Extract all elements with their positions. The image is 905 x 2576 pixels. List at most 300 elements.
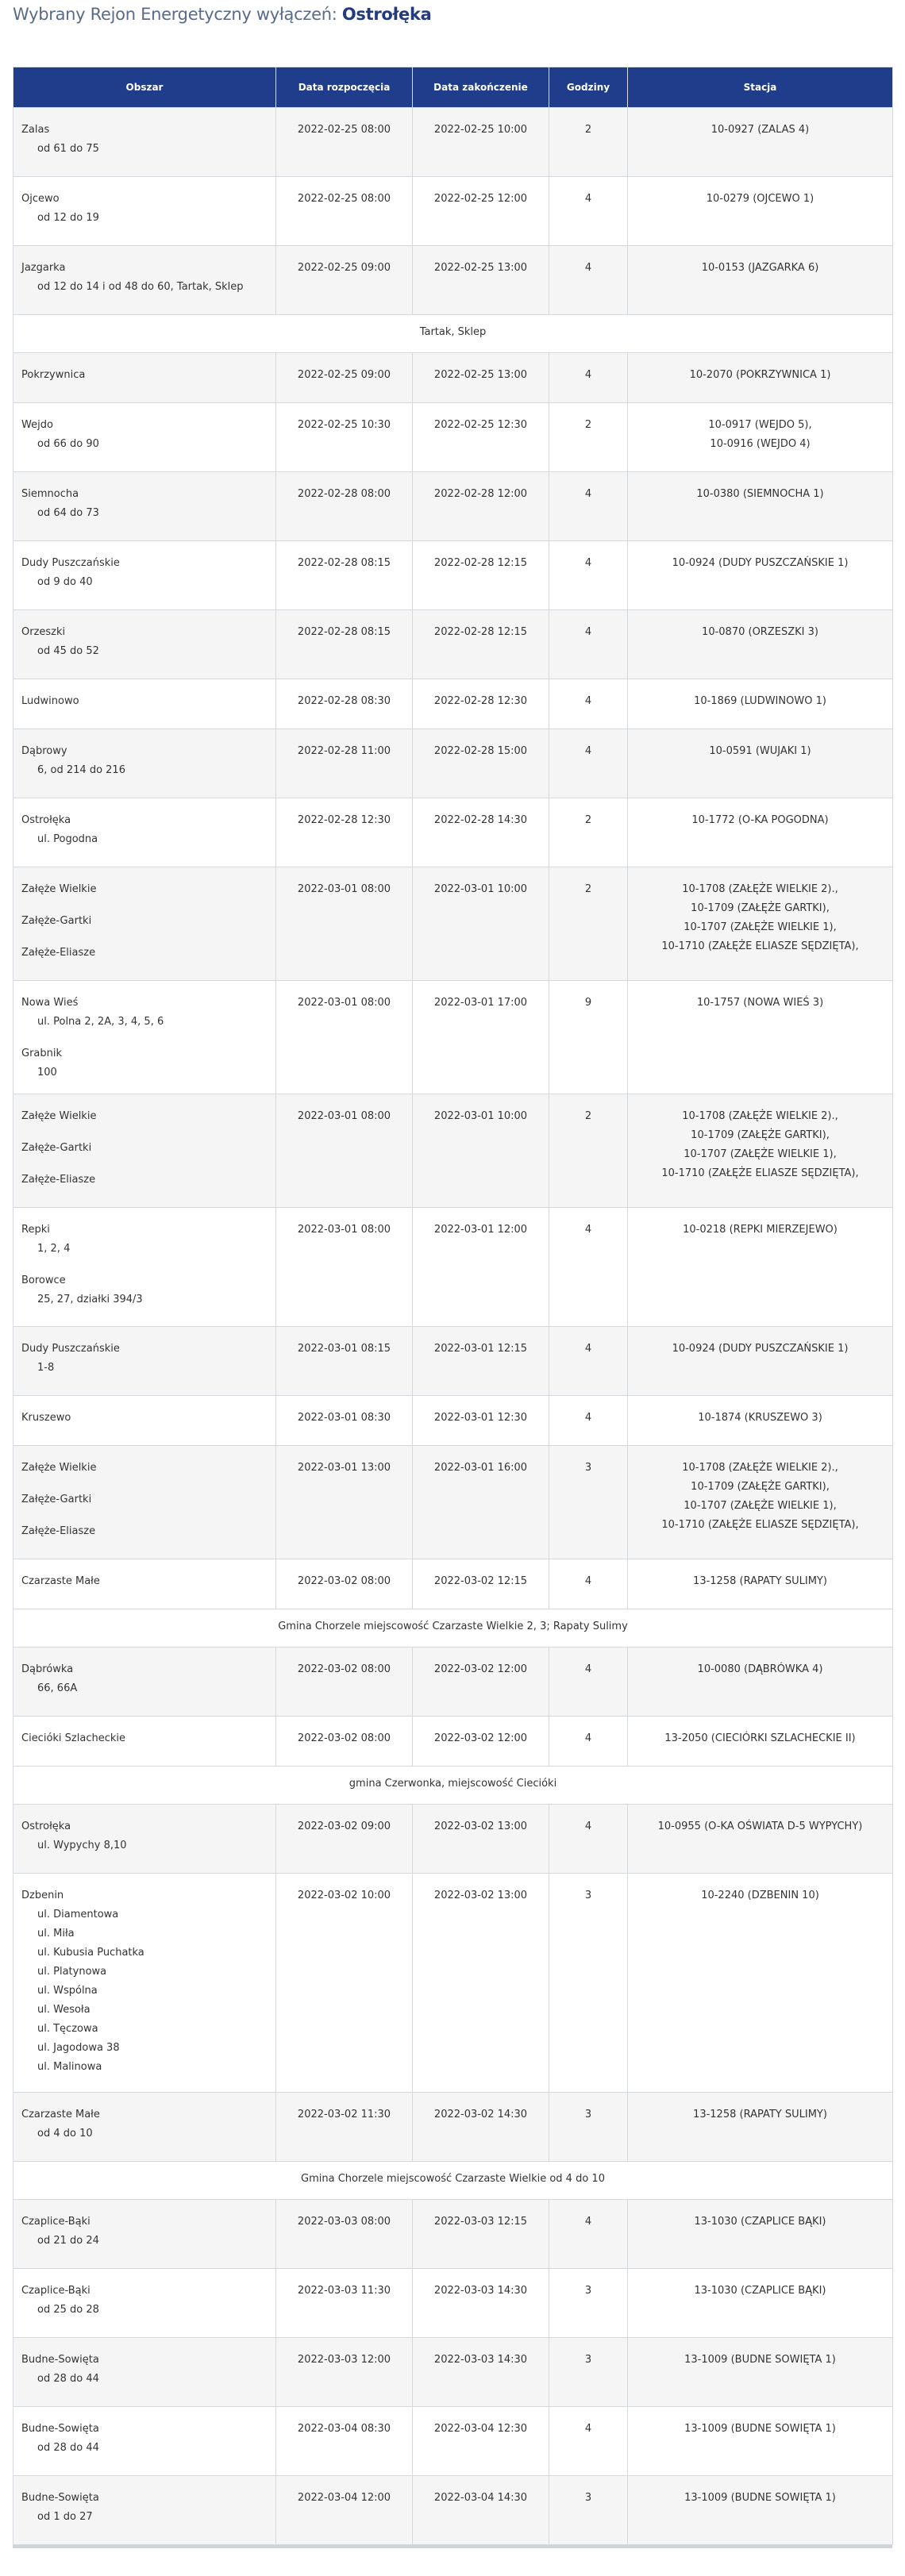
cell-hours: 2 [549, 403, 628, 472]
cell-hours: 4 [549, 1396, 628, 1446]
cell-start-date: 2022-02-25 09:00 [276, 353, 413, 403]
area-group [21, 742, 268, 780]
area-group [21, 1886, 268, 2077]
area-detail: od 4 do 10 [37, 2128, 93, 2140]
station-line: 13-1258 (RAPATY SULIMY) [693, 2109, 827, 2120]
station-line: 10-1757 (NOWA WIEŚ 3) [696, 997, 824, 1009]
area-name: Załęże Wielkie [21, 1462, 97, 1474]
group-note-row [13, 1767, 893, 1805]
station-line: 10-2240 (DZBENIN 10) [701, 1890, 819, 1901]
cell-area [13, 108, 276, 177]
area-name: Grabnik [21, 1048, 63, 1059]
area-detail: od 1 do 27 [37, 2511, 93, 2523]
area-name: Ostrołęka [21, 1821, 71, 1832]
table-row [13, 541, 893, 610]
station-line: 10-0279 (OJCEWO 1) [706, 193, 814, 205]
table-row [13, 2200, 893, 2269]
area-name: Załęże-Gartki [21, 915, 92, 927]
area-name: Siemnocha [21, 488, 79, 500]
column-header-area: Obszar [13, 67, 276, 108]
table-row [13, 2269, 893, 2338]
station-line: 10-0924 (DUDY PUSZCZAŃSKIE 1) [672, 1343, 849, 1355]
area-detail: od 21 do 24 [37, 2235, 99, 2247]
cell-station [628, 729, 893, 798]
cell-hours: 4 [549, 1805, 628, 1874]
cell-start-date: 2022-02-28 08:00 [276, 472, 413, 541]
cell-station [628, 2269, 893, 2338]
cell-start-date: 2022-02-28 08:30 [276, 679, 413, 729]
station-line: 10-1869 (LUDWINOWO 1) [694, 695, 826, 707]
cell-hours: 4 [549, 1208, 628, 1327]
area-group [21, 623, 268, 661]
cell-area [13, 1805, 276, 1874]
area-detail: od 64 do 73 [37, 507, 99, 519]
area-detail: 1, 2, 4 [37, 1243, 71, 1255]
cell-hours: 2 [549, 1094, 628, 1208]
area-detail: ul. Platynowa [37, 1966, 107, 1978]
area-name: Załęże Wielkie [21, 883, 97, 895]
cell-start-date: 2022-03-03 08:00 [276, 2200, 413, 2269]
station-line: 10-0870 (ORZESZKI 3) [702, 626, 818, 638]
cell-area [13, 246, 276, 315]
area-name: Wejdo [21, 419, 53, 431]
area-name: Budne-Sowięta [21, 2492, 99, 2504]
cell-end-date: 2022-03-04 14:30 [413, 2476, 549, 2545]
region-name: Ostrołęka [341, 5, 432, 24]
station-line: 10-1707 (ZAŁĘŻE WIELKIE 1), [684, 1148, 837, 1160]
cell-end-date: 2022-02-28 14:30 [413, 798, 549, 867]
cell-hours: 3 [549, 1446, 628, 1559]
station-line: 10-1708 (ZAŁĘŻE WIELKIE 2)., [682, 1462, 838, 1474]
cell-area [13, 1874, 276, 2093]
area-name: Dąbrowy [21, 745, 67, 757]
cell-end-date: 2022-03-02 13:00 [413, 1805, 549, 1874]
cell-start-date: 2022-02-25 08:00 [276, 177, 413, 246]
cell-station [628, 1717, 893, 1767]
cell-start-date: 2022-03-01 08:00 [276, 1094, 413, 1208]
table-body [13, 108, 893, 2545]
area-name: Ciecióki Szlacheckie [21, 1732, 125, 1744]
cell-area [13, 679, 276, 729]
cell-area [13, 1647, 276, 1717]
cell-hours: 4 [549, 246, 628, 315]
station-line: 10-0917 (WEJDO 5), [708, 419, 812, 431]
cell-hours: 4 [549, 541, 628, 610]
table-row [13, 2476, 893, 2545]
cell-station [628, 1647, 893, 1717]
area-group [21, 259, 268, 297]
cell-area [13, 403, 276, 472]
cell-area [13, 1208, 276, 1327]
area-group [21, 2420, 268, 2458]
station-line: 10-1709 (ZAŁĘŻE GARTKI), [691, 902, 830, 914]
station-line: 13-2050 (CIECIÓRKI SZLACHECKIE II) [664, 1732, 856, 1744]
page-title-prefix: Wybrany Rejon Energetyczny wyłączeń: [13, 5, 337, 24]
station-line: 10-1710 (ZAŁĘŻE ELIASZE SĘDZIĘTA), [661, 1519, 859, 1531]
area-group [21, 2213, 268, 2251]
station-line: 10-1710 (ZAŁĘŻE ELIASZE SĘDZIĘTA), [661, 940, 859, 952]
cell-area [13, 177, 276, 246]
cell-station [628, 610, 893, 679]
cell-end-date: 2022-03-03 12:15 [413, 2200, 549, 2269]
cell-end-date: 2022-03-02 12:00 [413, 1647, 549, 1717]
area-group [21, 1139, 268, 1158]
area-detail: 25, 27, działki 394/3 [37, 1294, 143, 1305]
station-line: 13-1258 (RAPATY SULIMY) [693, 1575, 827, 1587]
area-detail: ul. Kubusia Puchatka [37, 1947, 144, 1959]
station-line: 10-0218 (REPKI MIERZEJEWO) [683, 1224, 838, 1236]
cell-start-date: 2022-03-02 08:00 [276, 1717, 413, 1767]
cell-end-date: 2022-03-01 12:00 [413, 1208, 549, 1327]
cell-station [628, 981, 893, 1094]
cell-end-date: 2022-02-25 10:00 [413, 108, 549, 177]
cell-start-date: 2022-02-28 12:30 [276, 798, 413, 867]
cell-hours: 4 [549, 679, 628, 729]
cell-end-date: 2022-02-25 13:00 [413, 246, 549, 315]
area-detail: od 9 do 40 [37, 576, 93, 588]
cell-area [13, 541, 276, 610]
cell-end-date: 2022-02-28 12:00 [413, 472, 549, 541]
cell-station [628, 2407, 893, 2476]
area-name: Załęże-Eliasze [21, 1525, 96, 1537]
cell-end-date: 2022-03-01 12:15 [413, 1327, 549, 1396]
cell-area [13, 1717, 276, 1767]
cell-hours: 2 [549, 108, 628, 177]
area-name: Kruszewo [21, 1412, 71, 1424]
station-line: 10-0955 (O-KA OŚWIATA D-5 WYPYCHY) [657, 1821, 863, 1832]
area-detail: od 28 do 44 [37, 2373, 99, 2385]
station-line: 13-1009 (BUDNE SOWIĘTA 1) [684, 2492, 836, 2504]
table-row [13, 981, 893, 1094]
area-group [21, 554, 268, 592]
table-row [13, 610, 893, 679]
cell-area [13, 2338, 276, 2407]
cell-hours: 4 [549, 1717, 628, 1767]
cell-area [13, 729, 276, 798]
cell-area [13, 798, 276, 867]
cell-hours: 3 [549, 1874, 628, 2093]
area-group [21, 190, 268, 228]
cell-hours: 3 [549, 2269, 628, 2338]
cell-start-date: 2022-02-25 10:30 [276, 403, 413, 472]
cell-start-date: 2022-03-01 08:15 [276, 1327, 413, 1396]
group-note-text: gmina Czerwonka, miejscowość Ciecióki [13, 1767, 893, 1805]
area-group [21, 944, 268, 963]
station-line: 10-0927 (ZALAS 4) [711, 124, 810, 136]
station-line: 10-1709 (ZAŁĘŻE GARTKI), [691, 1129, 830, 1141]
station-line: 13-1030 (CZAPLICE BĄKI) [694, 2216, 826, 2228]
cell-end-date: 2022-02-25 12:30 [413, 403, 549, 472]
cell-station [628, 1208, 893, 1327]
cell-end-date: 2022-03-02 13:00 [413, 1874, 549, 2093]
cell-start-date: 2022-03-01 13:00 [276, 1446, 413, 1559]
cell-end-date: 2022-02-28 15:00 [413, 729, 549, 798]
cell-start-date: 2022-03-04 12:00 [276, 2476, 413, 2545]
area-name: Zalas [21, 124, 50, 136]
group-note-text: Gmina Chorzele miejscowość Czarzaste Wielkie od 4 do 10 [13, 2162, 893, 2200]
cell-hours: 4 [549, 2200, 628, 2269]
table-row [13, 403, 893, 472]
table-row [13, 472, 893, 541]
cell-start-date: 2022-03-03 12:00 [276, 2338, 413, 2407]
cell-end-date: 2022-03-02 12:00 [413, 1717, 549, 1767]
area-detail: ul. Pogodna [37, 833, 98, 845]
cell-hours: 2 [549, 867, 628, 981]
cell-start-date: 2022-03-01 08:00 [276, 981, 413, 1094]
table-row [13, 1208, 893, 1327]
cell-start-date: 2022-02-28 08:15 [276, 541, 413, 610]
cell-station [628, 1559, 893, 1609]
table-row [13, 729, 893, 798]
area-detail: ul. Wypychy 8,10 [37, 1840, 127, 1851]
table-row [13, 108, 893, 177]
table-row [13, 1874, 893, 2093]
cell-start-date: 2022-03-02 09:00 [276, 1805, 413, 1874]
column-header-end: Data zakończenie [413, 67, 549, 108]
table-row [13, 1446, 893, 1559]
group-note-row [13, 1609, 893, 1647]
station-line: 10-0380 (SIEMNOCHA 1) [696, 488, 824, 500]
area-name: Czarzaste Małe [21, 2109, 100, 2120]
cell-end-date: 2022-02-28 12:15 [413, 541, 549, 610]
cell-start-date: 2022-03-01 08:30 [276, 1396, 413, 1446]
cell-start-date: 2022-03-01 08:00 [276, 867, 413, 981]
area-detail: ul. Wspólna [37, 1985, 98, 1997]
cell-station [628, 798, 893, 867]
cell-hours: 3 [549, 2093, 628, 2162]
cell-area [13, 2200, 276, 2269]
area-group [21, 1490, 268, 1509]
cell-station [628, 177, 893, 246]
area-detail: od 28 do 44 [37, 2442, 99, 2454]
area-name: Załęże Wielkie [21, 1110, 97, 1122]
station-line: 10-0924 (DUDY PUSZCZAŃSKIE 1) [672, 557, 849, 569]
column-header-station: Stacja [628, 67, 893, 108]
table-row [13, 1647, 893, 1717]
table-row [13, 1396, 893, 1446]
cell-area [13, 2407, 276, 2476]
station-line: 10-0591 (WUJAKI 1) [709, 745, 811, 757]
cell-hours: 9 [549, 981, 628, 1094]
table-header-row [13, 67, 893, 108]
cell-hours: 4 [549, 610, 628, 679]
area-group [21, 1660, 268, 1698]
group-note-row [13, 315, 893, 353]
cell-hours: 4 [549, 729, 628, 798]
area-group [21, 366, 268, 385]
column-header-hours: Godziny [549, 67, 628, 108]
cell-start-date: 2022-02-25 08:00 [276, 108, 413, 177]
area-detail: od 61 do 75 [37, 143, 99, 155]
area-group [21, 2351, 268, 2389]
area-detail: od 45 do 52 [37, 645, 99, 657]
area-group [21, 2105, 268, 2143]
cell-end-date: 2022-02-28 12:15 [413, 610, 549, 679]
cell-end-date: 2022-03-01 16:00 [413, 1446, 549, 1559]
area-group [21, 1171, 268, 1190]
cell-area [13, 1559, 276, 1609]
cell-start-date: 2022-02-28 11:00 [276, 729, 413, 798]
table-row [13, 246, 893, 315]
table-row [13, 867, 893, 981]
area-name: Ostrołęka [21, 814, 71, 826]
station-line: 10-0080 (DĄBRÓWKA 4) [697, 1663, 823, 1675]
table-row [13, 2093, 893, 2162]
column-header-start: Data rozpoczęcia [276, 67, 413, 108]
area-name: Ojcewo [21, 193, 60, 205]
area-name: Dudy Puszczańskie [21, 557, 120, 569]
area-detail: od 25 do 28 [37, 2304, 99, 2316]
station-line: 10-1708 (ZAŁĘŻE WIELKIE 2)., [682, 1110, 838, 1122]
group-note-text: Tartak, Sklep [13, 315, 893, 353]
cell-end-date: 2022-02-25 13:00 [413, 353, 549, 403]
cell-end-date: 2022-03-02 14:30 [413, 2093, 549, 2162]
area-group [21, 880, 268, 899]
area-detail: od 12 do 19 [37, 212, 99, 224]
cell-end-date: 2022-03-01 10:00 [413, 1094, 549, 1208]
cell-end-date: 2022-03-01 12:30 [413, 1396, 549, 1446]
cell-start-date: 2022-03-01 08:00 [276, 1208, 413, 1327]
station-line: 10-0153 (JAZGARKA 6) [701, 262, 819, 274]
station-line: 10-1710 (ZAŁĘŻE ELIASZE SĘDZIĘTA), [661, 1167, 859, 1179]
station-line: 10-1772 (O-KA POGODNA) [691, 814, 829, 826]
table-row [13, 679, 893, 729]
cell-area [13, 1446, 276, 1559]
area-name: Jazgarka [21, 262, 66, 274]
station-line: 10-2070 (POKRZYWNICA 1) [689, 369, 831, 381]
cell-area [13, 2269, 276, 2338]
table-row [13, 1805, 893, 1874]
station-line: 13-1030 (CZAPLICE BĄKI) [694, 2285, 826, 2297]
cell-station [628, 679, 893, 729]
cell-station [628, 1327, 893, 1396]
area-group [21, 1817, 268, 1855]
cell-start-date: 2022-02-28 08:15 [276, 610, 413, 679]
area-group [21, 1459, 268, 1478]
area-detail: ul. Wesoła [37, 2004, 90, 2016]
cell-area [13, 1327, 276, 1396]
station-line: 13-1009 (BUDNE SOWIĘTA 1) [684, 2423, 836, 2435]
table-row [13, 1327, 893, 1396]
cell-station [628, 1396, 893, 1446]
station-line: 10-1874 (KRUSZEWO 3) [698, 1412, 822, 1424]
area-group [21, 416, 268, 454]
cell-station [628, 541, 893, 610]
area-name: Czaplice-Bąki [21, 2216, 90, 2228]
area-detail: 100 [37, 1067, 57, 1078]
cell-station [628, 353, 893, 403]
table-row [13, 177, 893, 246]
area-detail: ul. Miła [37, 1928, 75, 1940]
cell-area [13, 353, 276, 403]
station-line: 10-1708 (ZAŁĘŻE WIELKIE 2)., [682, 883, 838, 895]
area-name: Załęże-Gartki [21, 1494, 92, 1505]
cell-start-date: 2022-03-02 11:30 [276, 2093, 413, 2162]
area-group [21, 1271, 268, 1309]
area-name: Budne-Sowięta [21, 2423, 99, 2435]
station-line: 13-1009 (BUDNE SOWIĘTA 1) [684, 2354, 836, 2366]
area-name: Załęże-Eliasze [21, 1174, 96, 1186]
cell-station [628, 2093, 893, 2162]
cell-area [13, 610, 276, 679]
area-name: Załęże-Gartki [21, 1142, 92, 1154]
cell-hours: 4 [549, 2407, 628, 2476]
table-row [13, 2407, 893, 2476]
cell-end-date: 2022-03-03 14:30 [413, 2269, 549, 2338]
area-group [21, 1522, 268, 1541]
station-line: 10-1707 (ZAŁĘŻE WIELKIE 1), [684, 921, 837, 933]
area-group [21, 485, 268, 523]
cell-start-date: 2022-03-04 08:30 [276, 2407, 413, 2476]
cell-end-date: 2022-02-28 12:30 [413, 679, 549, 729]
area-name: Czarzaste Małe [21, 1575, 100, 1587]
area-group [21, 1107, 268, 1126]
table-row [13, 1717, 893, 1767]
table-row [13, 1094, 893, 1208]
group-note-row [13, 2162, 893, 2200]
area-name: Borowce [21, 1275, 66, 1286]
area-detail: ul. Diamentowa [37, 1909, 119, 1920]
station-line: 10-0916 (WEJDO 4) [710, 438, 811, 450]
cell-station [628, 472, 893, 541]
area-group [21, 994, 268, 1032]
cell-station [628, 2338, 893, 2407]
cell-hours: 4 [549, 177, 628, 246]
station-line: 10-1707 (ZAŁĘŻE WIELKIE 1), [684, 1500, 837, 1512]
cell-hours: 3 [549, 2338, 628, 2407]
area-name: Dąbrówka [21, 1663, 74, 1675]
area-detail: ul. Jagodowa 38 [37, 2042, 120, 2054]
area-group [21, 1340, 268, 1378]
cell-station [628, 403, 893, 472]
area-name: Ludwinowo [21, 695, 79, 707]
cell-hours: 4 [549, 472, 628, 541]
cell-end-date: 2022-03-02 12:15 [413, 1559, 549, 1609]
cell-area [13, 2093, 276, 2162]
table-row [13, 2338, 893, 2407]
area-name: Orzeszki [21, 626, 66, 638]
area-detail: 6, od 214 do 216 [37, 764, 125, 776]
table-row [13, 353, 893, 403]
cell-hours: 4 [549, 353, 628, 403]
area-detail: ul. Malinowa [37, 2061, 102, 2073]
area-group [21, 811, 268, 849]
cell-start-date: 2022-02-25 09:00 [276, 246, 413, 315]
cell-area [13, 472, 276, 541]
outage-table [13, 67, 893, 2545]
area-detail: 66, 66A [37, 1682, 78, 1694]
cell-station [628, 2200, 893, 2269]
cell-station [628, 867, 893, 981]
area-group [21, 1044, 268, 1082]
cell-area [13, 2476, 276, 2545]
cell-station [628, 108, 893, 177]
area-name: Pokrzywnica [21, 369, 86, 381]
area-group [21, 912, 268, 931]
cell-end-date: 2022-03-03 14:30 [413, 2338, 549, 2407]
cell-start-date: 2022-03-02 08:00 [276, 1647, 413, 1717]
table-row [13, 798, 893, 867]
group-note-text: Gmina Chorzele miejscowość Czarzaste Wielkie 2, 3; Rapaty Sulimy [13, 1609, 893, 1647]
table-bottom-edge [13, 2545, 892, 2548]
cell-station [628, 1874, 893, 2093]
cell-hours: 3 [549, 2476, 628, 2545]
cell-station [628, 2476, 893, 2545]
cell-hours: 4 [549, 1559, 628, 1609]
area-group [21, 2489, 268, 2527]
area-name: Repki [21, 1224, 50, 1236]
area-group [21, 1409, 268, 1428]
